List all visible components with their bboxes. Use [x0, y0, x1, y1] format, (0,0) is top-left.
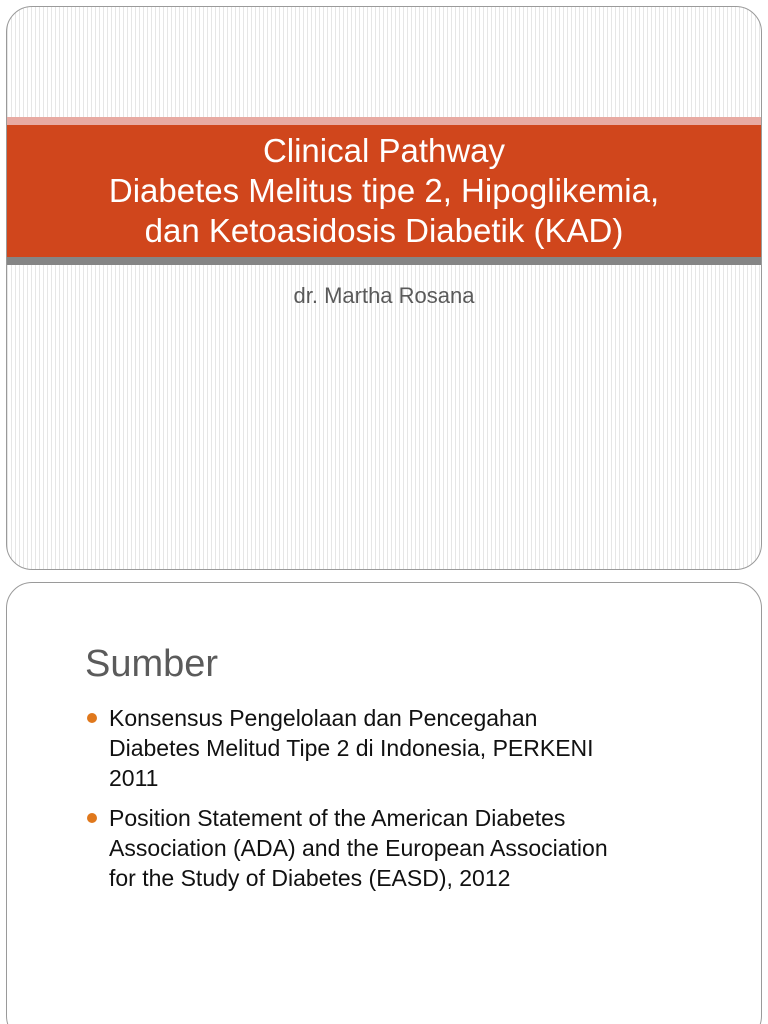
bullet-line: Association (ADA) and the European Association: [109, 835, 608, 861]
slide-heading: Sumber: [85, 643, 219, 685]
title-band-top-stripe: [7, 117, 761, 125]
bullet-line: Position Statement of the American Diabetes: [109, 805, 566, 831]
bullet-line: 2011: [109, 765, 159, 791]
slide-title-line-1: Clinical Pathway: [262, 132, 506, 169]
bullet-list: [85, 703, 725, 903]
slide-title-line-3: dan Ketoasidosis Diabetik (KAD): [144, 212, 624, 249]
title-band: [7, 125, 761, 257]
bullet-dot-icon: [87, 813, 97, 823]
list-item: [85, 703, 725, 793]
bullet-line: Diabetes Melitud Tipe 2 di Indonesia, PERKENI: [109, 735, 594, 761]
bullet-line: Konsensus Pengelolaan dan Pencegahan: [109, 705, 538, 731]
bullet-line: for the Study of Diabetes (EASD), 2012: [109, 865, 511, 891]
bullet-dot-icon: [87, 713, 97, 723]
content-slide: [6, 582, 762, 1024]
list-item: [85, 803, 725, 893]
slide-title-line-2: Diabetes Melitus tipe 2, Hipoglikemia,: [108, 172, 660, 209]
title-slide: [6, 6, 762, 570]
title-band-bottom-stripe: [7, 257, 761, 265]
slide-subtitle-author: dr. Martha Rosana: [293, 283, 475, 308]
